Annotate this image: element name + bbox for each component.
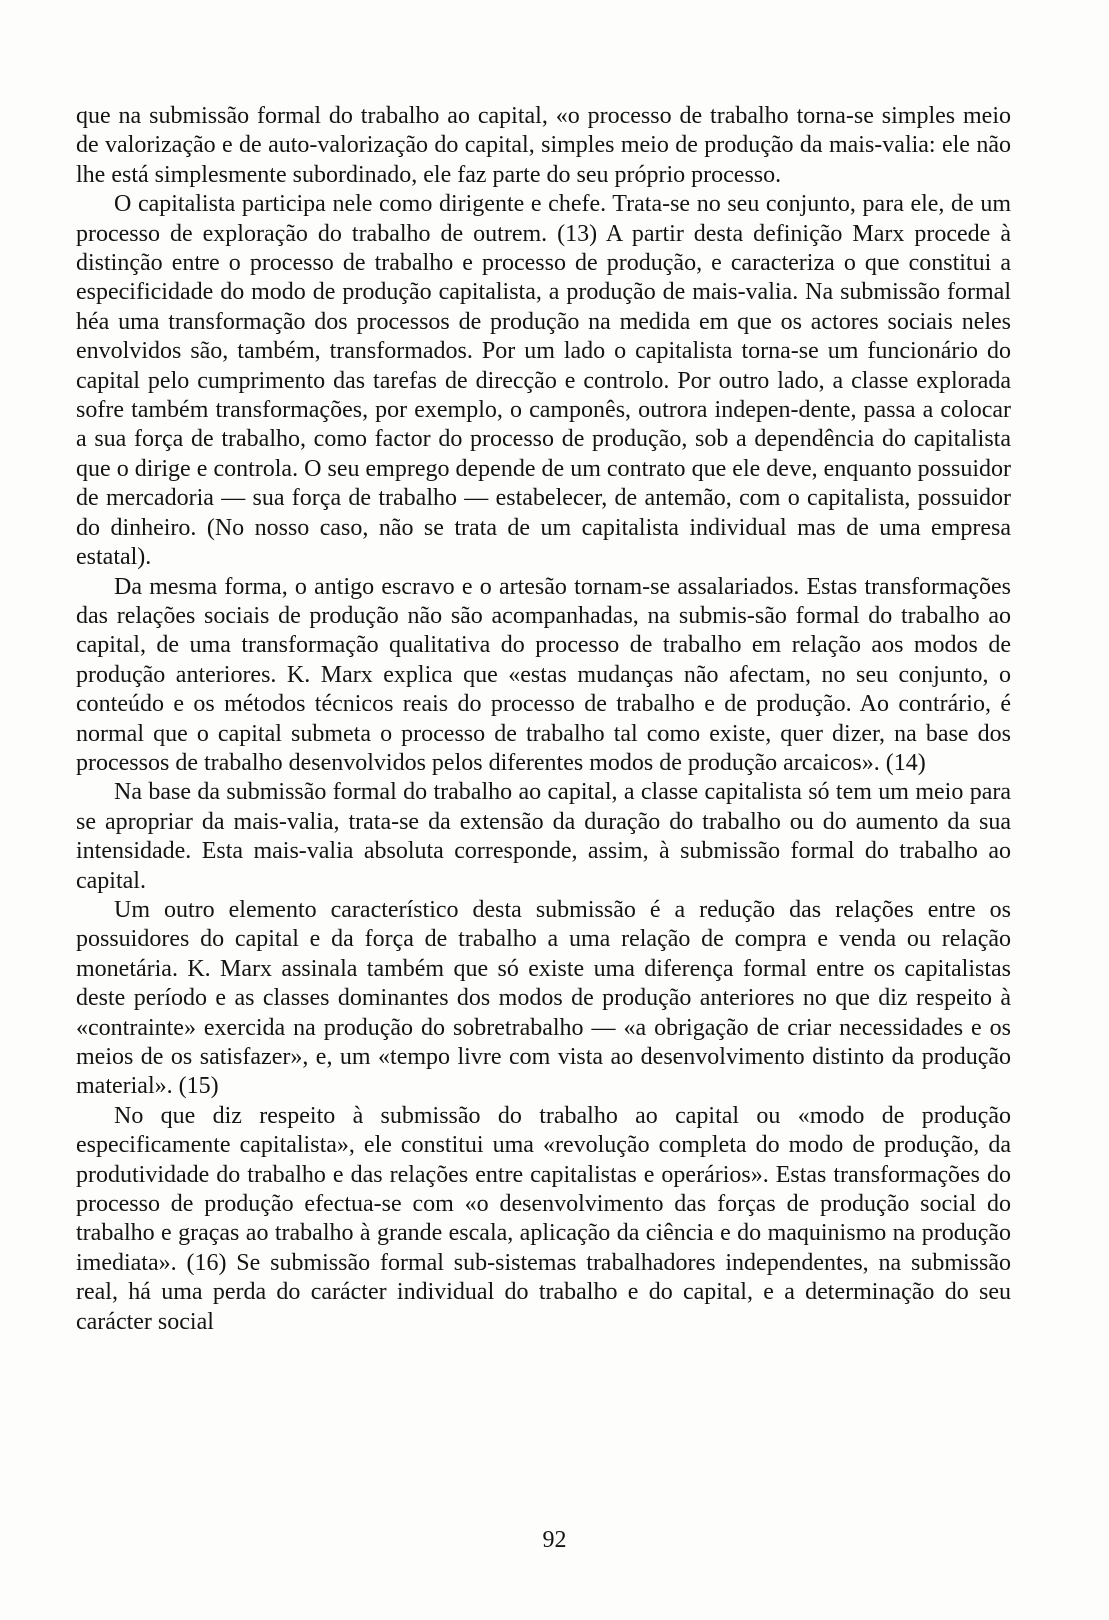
body-text xyxy=(76,102,1011,1337)
paragraph-1: que na submissão formal do trabalho ao capital, «o processo de trabalho torna-se simples meio de valorização e de auto-valorização do capital, simples meio de produção da mais-valia: ele não lhe está simplesmente subordinado, ele faz parte do seu próprio processo. xyxy=(76,103,1011,188)
paragraph-2: O capitalista participa nele como dirigente e chefe. Trata-se no seu conjunto, para ele, de um processo de exploração do trabalho de outrem. (13) A partir desta definição Marx procede à distinção entre o processo de trabalho e processo de produção, e caracteriza o que constitui a especificidade do modo de produção capitalista, a produção de mais-valia. Na submissão formal héa uma transformação dos processos de produção na medida em que os actores sociais neles envolvidos são, também, transformados. Por um lado o capitalista torna-se um funcionário do capital pelo cumprimento das tarefas de direcção e controlo. Por outro lado, a classe explorada sofre também transformações, por exemplo, o camponês, outrora indepen-dente, passa a colocar a sua força de trabalho, como factor do processo de produção, sob a dependência do capitalista que o dirige e controla. O seu emprego depende de um contrato que ele deve, enquanto possuidor de mercadoria — sua força de trabalho — estabelecer, de antemão, com o capitalista, possuidor do dinheiro. (No nosso caso, não se trata de um capitalista individual mas de uma empresa estatal). xyxy=(76,191,1011,571)
paragraph-6: No que diz respeito à submissão do trabalho ao capital ou «modo de produção especificamente capitalista», ele constitui uma «revolução completa do modo de produção, da produtividade do trabalho e das relações entre capitalistas e operários». Estas transformações do processo de produção efectua-se com «o desenvolvimento das forças de produção social do trabalho e graças ao trabalho à grande escala, aplicação da ciência e do maquinismo na produção imediata». (16) Se submissão formal sub-sistemas trabalhadores independentes, na submissão real, há uma perda do carácter individual do trabalho e do capital, e a determinação do seu carácter social xyxy=(76,1102,1011,1335)
paragraph-4: Na base da submissão formal do trabalho ao capital, a classe capitalista só tem um meio para se apropriar da mais-valia, trata-se da extensão da duração do trabalho ou do aumento da sua intensidade. Esta mais-valia absoluta corresponde, assim, à submissão formal do trabalho ao capital. xyxy=(76,779,1011,894)
paragraph-3: Da mesma forma, o antigo escravo e o artesão tornam-se assalariados. Estas transformações das relações sociais de produção não são acompanhadas, na submis-são formal do trabalho ao capital, de uma transformação qualitativa do processo de trabalho em relação aos modos de produção anteriores. K. Marx explica que «estas mudanças não afectam, no seu conjunto, o conteúdo e os métodos técnicos reais do processo de trabalho e de produção. Ao contrário, é normal que o capital submeta o processo de trabalho tal como existe, quer dizer, na base dos processos de trabalho desenvolvidos pelos diferentes modos de produção arcaicos». (14) xyxy=(76,573,1011,776)
paragraph-5: Um outro elemento característico desta submissão é a redução das relações entre os possuidores do capital e da força de trabalho a uma relação de compra e venda ou relação monetária. K. Marx assinala também que só existe uma diferença formal entre os capitalistas deste período e as classes dominantes dos modos de produção anteriores no que diz respeito à «contrainte» exercida na produção do sobretrabalho — «a obrigação de criar necessidades e os meios de os satisfazer», e, um «tempo livre com vista ao desenvolvimento distinto da produção material». (15) xyxy=(76,896,1011,1100)
page-number: 92 xyxy=(542,1527,567,1553)
